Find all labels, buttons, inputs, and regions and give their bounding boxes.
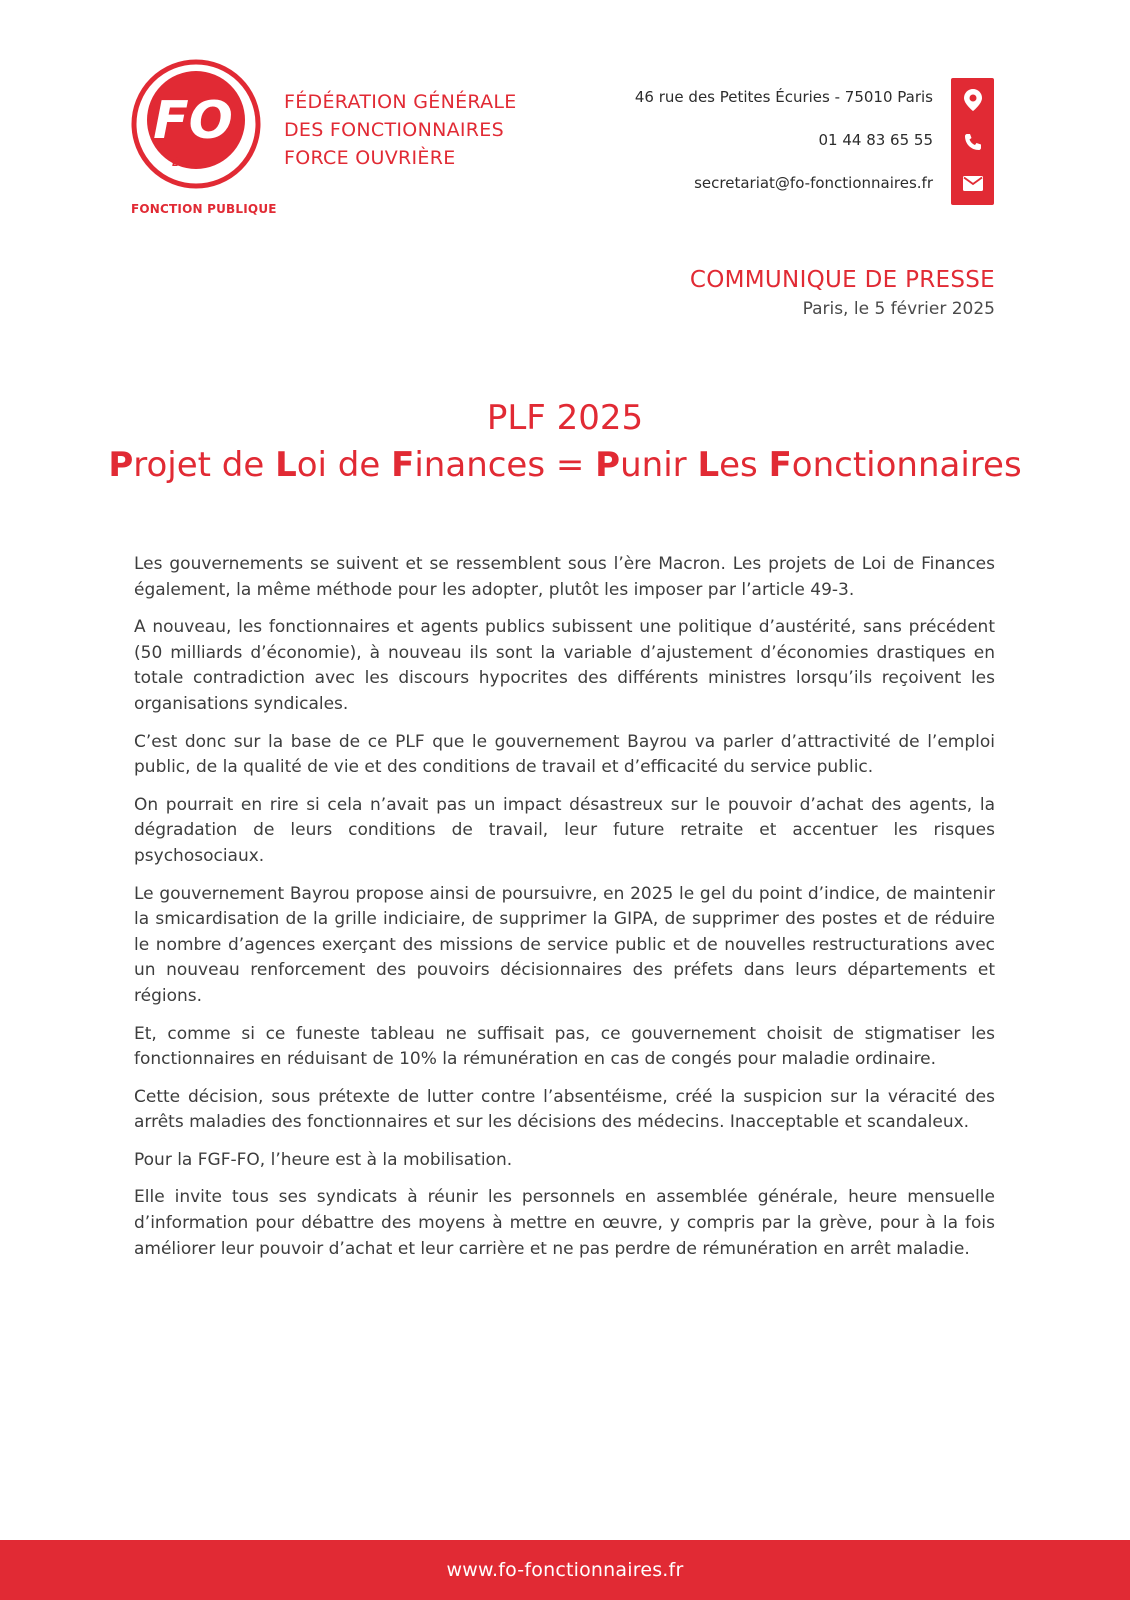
headline-word: rojet de [133, 445, 276, 485]
body-paragraph: Les gouvernements se suivent et se ressemblent sous l’ère Macron. Les projets de Loi de Finances également, la même méthode pour les adopter, plutôt les imposer par l’article 49-3. [134, 554, 995, 600]
headline-line-1: PLF 2025 [486, 398, 644, 438]
body-paragraph: Cette décision, sous prétexte de lutter contre l’absentéisme, créé la suspicion sur la véracité des arrêts maladies des fonctionnaires et sur les décisions des médecins. Inacceptable et scandaleux. [134, 1086, 995, 1133]
contact-address: 46 rue des Petites Écuries - 75010 Paris [634, 88, 933, 106]
press-release-date: Paris, le 5 février 2025 [802, 299, 995, 319]
phone-icon [951, 120, 994, 163]
press-release-body [134, 552, 995, 1274]
body-paragraph: Pour la FGF-FO, l’heure est à la mobilisation. [134, 1149, 513, 1170]
headline-initial: L [697, 445, 720, 485]
headline-initial: F [768, 445, 792, 485]
body-paragraph: C’est donc sur la base de ce PLF que le gouvernement Bayrou va parler d’attractivité de l’emploi public, de la qualité de vie et des conditions de travail et d’efficacité du service public. [134, 731, 995, 778]
mail-icon [951, 162, 994, 205]
org-line-2: DES FONCTIONNAIRES [284, 119, 504, 141]
logo-mark: FO [153, 91, 233, 151]
footer-bar [0, 1540, 1130, 1600]
org-line-3: FORCE OUVRIÈRE [284, 147, 456, 169]
contact-email[interactable]: secretariat@fo-fonctionnaires.fr [694, 174, 933, 192]
headline-initial: P [108, 445, 134, 485]
fo-logo-icon [130, 58, 270, 198]
location-pin-icon [951, 78, 994, 121]
body-paragraph: Et, comme si ce funeste tableau ne suffisait pas, ce gouvernement choisit de stigmatiser les fonctionnaires en réduisant de 10% la rémunération en cas de congés pour maladie ordinaire. [134, 1023, 995, 1070]
body-paragraph: A nouveau, les fonctionnaires et agents publics subissent une politique d’austérité, sans précédent (50 milliards d’économie), à nouveau ils sont la variable d’ajustement d’économies drastiques en totale contradiction avec les discours hypocrites des différents ministres lorsqu’ils reçoivent les organisations syndicales. [134, 617, 995, 714]
headline-line-2 [0, 445, 1130, 485]
footer-website-link[interactable]: www.fo-fonctionnaires.fr [446, 1559, 684, 1581]
headline-word: oi de [296, 445, 392, 485]
headline-word: inances = [414, 445, 596, 485]
headline-initial: F [391, 445, 415, 485]
contact-phone[interactable]: 01 44 83 65 55 [818, 131, 933, 149]
logo-sub: ÉTAT [172, 158, 199, 169]
contact-icon-bar [951, 78, 994, 205]
body-paragraph: Elle invite tous ses syndicats à réunir les personnels en assemblée générale, heure mensuelle d’information pour débattre des moyens à mettre en œuvre, y compris par la grève, pour à la fois améliorer leur pouvoir d’achat et leur carrière et ne pas perdre de rémunération en arrêt maladie. [134, 1187, 995, 1259]
org-line-1: FÉDÉRATION GÉNÉRALE [284, 91, 517, 113]
headline-initial: P [595, 445, 621, 485]
body-paragraph: On pourrait en rire si cela n’avait pas un impact désastreux sur le pouvoir d’achat des agents, la dégradation de leurs conditions de travail, leur future retraite et accentuer les risques psychosociaux. [134, 794, 995, 866]
headline-initial: L [275, 445, 297, 485]
headline-word: unir [620, 445, 698, 485]
organization-name [284, 88, 517, 172]
headline-word: es [719, 445, 769, 485]
logo-tagline: FONCTION PUBLIQUE [131, 202, 277, 216]
press-release-title: COMMUNIQUE DE PRESSE [689, 267, 995, 293]
headline-word: onctionnaires [791, 445, 1022, 485]
body-paragraph: Le gouvernement Bayrou propose ainsi de poursuivre, en 2025 le gel du point d’indice, de maintenir la smicardisation de la grille indiciaire, de supprimer la GIPA, de supprimer des postes et de réduire le nombre d’agences exerçant des missions de service public et de nouvelles restructurations avec un nouveau renforcement des pouvoirs décisionnaires des préfets dans leurs départements et régions. [134, 883, 995, 1006]
